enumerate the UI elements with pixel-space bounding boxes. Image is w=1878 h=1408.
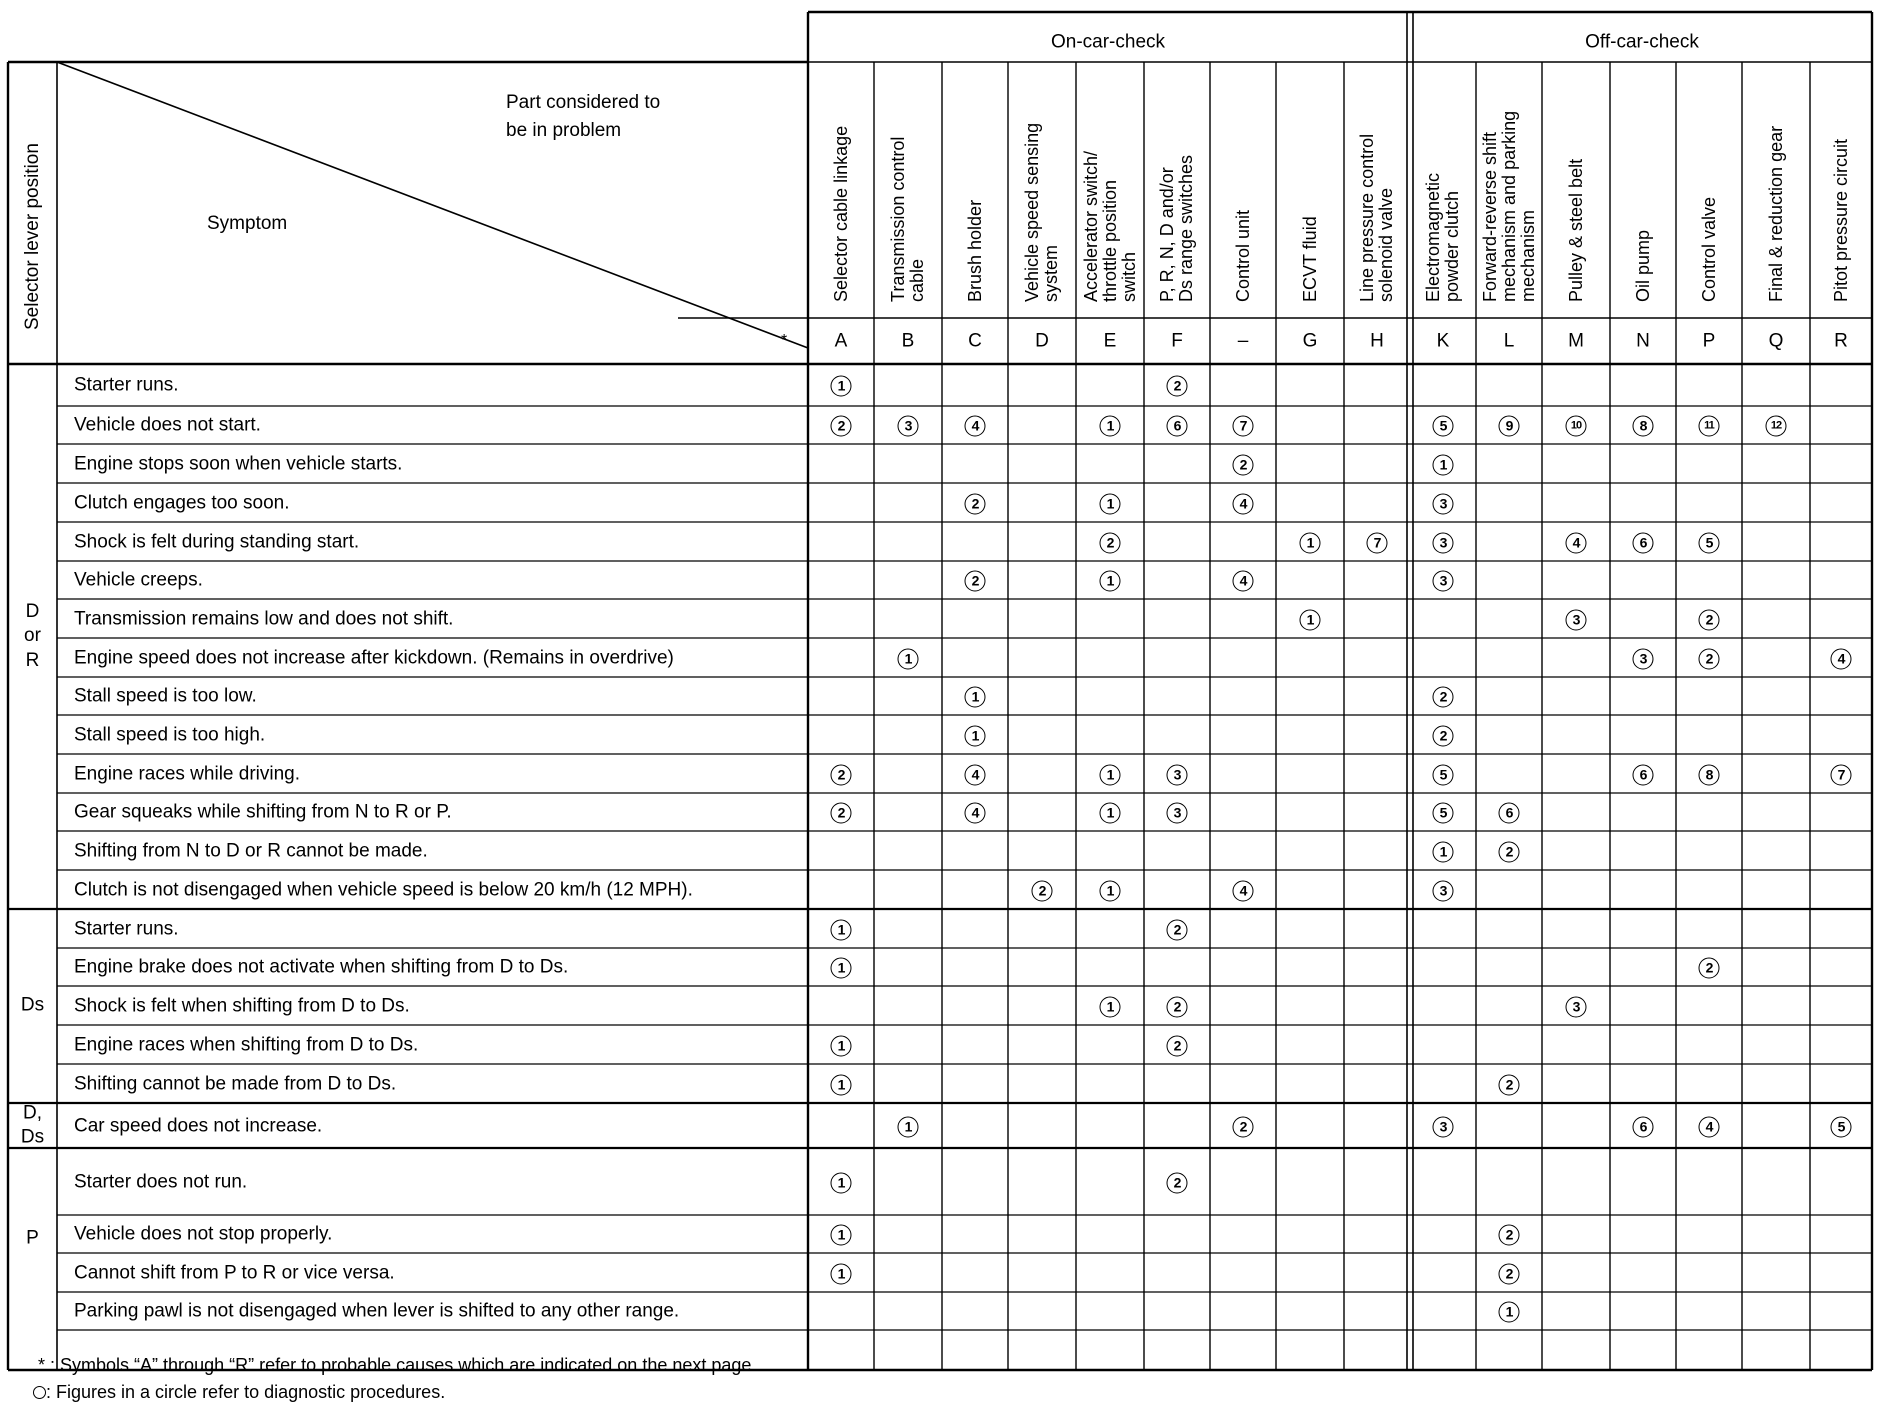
procedure-number-mark: 2	[1699, 609, 1720, 630]
procedure-number-mark: 1	[965, 687, 986, 708]
symptom-text: Engine races when shifting from D to Ds.	[74, 1034, 419, 1055]
procedure-number-mark: 2	[831, 416, 852, 437]
column-header-line: Vehicle speed sensing	[1022, 122, 1042, 302]
procedure-number-mark: 1	[831, 1263, 852, 1284]
procedure-number-mark: 2	[1233, 1116, 1254, 1137]
procedure-number-mark: 3	[1433, 532, 1454, 553]
procedure-number-mark: 5	[1433, 416, 1454, 437]
group-label-line: or	[24, 625, 41, 647]
column-header-line: Electromagnetic	[1423, 172, 1443, 302]
column-code: K	[1436, 330, 1450, 352]
symptom-text: Vehicle does not stop properly.	[74, 1223, 333, 1245]
column-code: N	[1636, 330, 1650, 352]
procedure-number-mark: 1	[1433, 454, 1454, 475]
column-header-line: switch	[1118, 251, 1139, 302]
column-header-line: Final & reduction gear	[1765, 125, 1786, 302]
procedure-number-mark: 2	[1167, 1035, 1188, 1056]
column-code: G	[1302, 330, 1318, 352]
column-header-line: Brush holder	[964, 199, 985, 302]
symptom-text: Car speed does not increase.	[74, 1115, 323, 1136]
procedure-number-mark: 9	[1499, 416, 1520, 437]
procedure-number-mark: 3	[1433, 571, 1454, 592]
procedure-number-mark: 4	[965, 764, 986, 785]
procedure-number-mark: 5	[1699, 532, 1720, 553]
symptom-text: Starter runs.	[74, 918, 179, 939]
column-header-r	[1832, 139, 1851, 302]
selector-position-group-label	[21, 1101, 44, 1150]
procedure-number-mark: 1	[1100, 416, 1121, 437]
procedure-number-mark: 1	[831, 919, 852, 940]
selector-lever-position-heading: Selector lever position	[22, 143, 43, 330]
column-header-line: powder clutch	[1441, 190, 1462, 302]
column-header-k	[1424, 173, 1462, 302]
symptom-text: Shock is felt during standing start.	[74, 531, 360, 552]
procedure-number-mark: 2	[1167, 376, 1188, 397]
procedure-number-mark: 6	[1633, 1116, 1654, 1137]
procedure-number-mark: 2	[1167, 919, 1188, 940]
procedure-number-mark: 3	[1167, 764, 1188, 785]
column-header-q	[1767, 126, 1786, 302]
procedure-number-mark: 1	[831, 1074, 852, 1095]
procedure-number-mark: 3	[1433, 1116, 1454, 1137]
procedure-number-mark: 3	[1633, 648, 1654, 669]
on-car-check-heading: On-car-check	[1050, 31, 1166, 53]
symptom-text: Vehicle does not start.	[74, 414, 261, 436]
symptom-text: Vehicle creeps.	[74, 569, 203, 591]
column-header-line: Accelerator switch/	[1080, 150, 1101, 302]
column-code: B	[901, 330, 915, 352]
symptom-text: Clutch engages too soon.	[74, 492, 290, 513]
procedure-number-mark: 4	[1233, 880, 1254, 901]
procedure-number-mark: 3	[1566, 609, 1587, 630]
symptom-text: Engine speed does not increase after kickdown. (Remains in overdrive)	[74, 647, 674, 668]
column-header-c	[966, 200, 985, 302]
column-header-control-unit	[1234, 210, 1253, 302]
symptom-text: Parking pawl is not disengaged when lever is shifted to any other range.	[74, 1300, 680, 1322]
procedure-number-mark: 1	[1100, 493, 1121, 514]
procedure-number-mark: 2	[1499, 841, 1520, 862]
procedure-number-mark: 7	[1233, 416, 1254, 437]
symptom-text: Shifting from N to D or R cannot be made.	[74, 840, 428, 861]
column-header-line: throttle position	[1099, 179, 1120, 302]
procedure-number-mark: 5	[1433, 764, 1454, 785]
procedure-number-mark: 4	[1233, 571, 1254, 592]
procedure-number-mark: 12	[1766, 416, 1787, 437]
circle-symbol-icon	[33, 1386, 46, 1399]
column-header-m	[1567, 159, 1586, 302]
column-header-line: Pulley & steel belt	[1565, 158, 1586, 302]
procedure-number-mark: 2	[1433, 687, 1454, 708]
procedure-number-mark: 5	[1831, 1116, 1852, 1137]
column-header-line: P, R, N, D and/or	[1157, 167, 1177, 302]
procedure-number-mark: 1	[1300, 532, 1321, 553]
symptom-text: Shifting cannot be made from D to Ds.	[74, 1073, 397, 1094]
procedure-number-mark: 1	[1499, 1302, 1520, 1323]
procedure-number-mark: 2	[1100, 532, 1121, 553]
procedure-number-mark: 11	[1699, 416, 1720, 437]
procedure-number-mark: 3	[1433, 493, 1454, 514]
column-header-line: mechanism and parking	[1498, 110, 1519, 302]
procedure-number-mark: 6	[1167, 416, 1188, 437]
procedure-number-mark: 1	[831, 1225, 852, 1246]
column-header-g	[1301, 216, 1320, 302]
column-header-line: Pitot pressure circuit	[1830, 138, 1851, 302]
symptom-heading: Symptom	[207, 213, 288, 234]
procedure-number-mark: 2	[1167, 1172, 1188, 1193]
procedure-number-mark: 1	[831, 1172, 852, 1193]
procedure-number-mark: 8	[1633, 416, 1654, 437]
procedure-number-mark: 3	[1566, 996, 1587, 1017]
group-label-line: P	[26, 1227, 39, 1249]
off-car-check-heading: Off-car-check	[1585, 31, 1699, 53]
asterisk-marker: *	[781, 332, 788, 349]
column-header-b	[889, 137, 927, 302]
symptom-text: Stall speed is too low.	[74, 685, 257, 707]
procedure-number-mark: 4	[1233, 493, 1254, 514]
column-header-a	[832, 126, 851, 302]
column-header-f	[1158, 155, 1196, 302]
symptom-text: Clutch is not disengaged when vehicle speed is below 20 km/h (12 MPH).	[74, 879, 693, 900]
column-code: M	[1568, 330, 1584, 352]
column-code: C	[968, 330, 982, 352]
symptom-text: Cannot shift from P to R or vice versa.	[74, 1262, 395, 1283]
symptom-text: Engine brake does not activate when shifting from D to Ds.	[74, 956, 569, 978]
procedure-number-mark: 1	[1100, 571, 1121, 592]
procedure-number-mark: 4	[1699, 1116, 1720, 1137]
group-label-line: R	[25, 649, 40, 671]
column-header-line: ECVT fluid	[1299, 216, 1320, 302]
column-code: H	[1370, 330, 1384, 352]
symptom-text: Shock is felt when shifting from D to Ds.	[74, 995, 410, 1016]
column-code: –	[1237, 330, 1249, 352]
procedure-number-mark: 1	[1100, 880, 1121, 901]
procedure-number-mark: 2	[965, 493, 986, 514]
procedure-number-mark: 2	[1499, 1074, 1520, 1095]
procedure-number-mark: 2	[831, 764, 852, 785]
column-header-line: Oil pump	[1632, 229, 1653, 302]
group-label-line: D,	[22, 1101, 42, 1123]
symptom-text: Starter runs.	[74, 374, 179, 396]
column-header-line: Control valve	[1698, 196, 1719, 302]
procedure-number-mark: 1	[965, 725, 986, 746]
procedure-number-mark: 10	[1566, 416, 1587, 437]
procedure-number-mark: 2	[831, 803, 852, 824]
column-code: R	[1834, 330, 1848, 352]
part-considered-heading-line1: Part considered to	[506, 92, 661, 113]
group-label-line: D	[25, 600, 40, 622]
column-code: P	[1702, 330, 1716, 352]
procedure-number-mark: 2	[1699, 958, 1720, 979]
symptom-text: Engine races while driving.	[74, 763, 301, 784]
procedure-number-mark: 2	[1499, 1225, 1520, 1246]
procedure-number-mark: 7	[1831, 764, 1852, 785]
column-code: F	[1171, 330, 1183, 352]
procedure-number-mark: 1	[831, 1035, 852, 1056]
footnote-circles: : Figures in a circle refer to diagnostic procedures.	[33, 1383, 445, 1401]
procedure-number-mark: 1	[1100, 764, 1121, 785]
column-code: L	[1503, 330, 1515, 352]
column-header-line: Selector cable linkage	[830, 125, 851, 302]
column-header-n	[1634, 230, 1653, 302]
procedure-number-mark: 1	[1100, 803, 1121, 824]
procedure-number-mark: 3	[1433, 880, 1454, 901]
procedure-number-mark: 1	[1100, 996, 1121, 1017]
selector-position-group-label	[26, 1227, 39, 1252]
column-header-line: mechanism	[1517, 209, 1538, 302]
procedure-number-mark: 1	[831, 958, 852, 979]
procedure-number-mark: 2	[1433, 725, 1454, 746]
procedure-number-mark: 6	[1633, 532, 1654, 553]
column-code: D	[1035, 330, 1049, 352]
column-code: E	[1103, 330, 1117, 352]
symptom-text: Gear squeaks while shifting from N to R or P.	[74, 801, 452, 823]
symptom-text: Engine stops soon when vehicle starts.	[74, 453, 403, 474]
procedure-number-mark: 2	[1233, 454, 1254, 475]
procedure-number-mark: 2	[965, 571, 986, 592]
procedure-number-mark: 2	[1032, 880, 1053, 901]
procedure-number-mark: 1	[1300, 609, 1321, 630]
selector-position-group-label	[21, 994, 44, 1019]
symptom-text: Stall speed is too high.	[74, 724, 266, 745]
column-header-e	[1082, 151, 1139, 302]
column-header-line: Forward-reverse shift	[1479, 131, 1500, 302]
procedure-number-mark: 1	[1433, 841, 1454, 862]
procedure-number-mark: 2	[1167, 996, 1188, 1017]
column-header-p	[1700, 197, 1719, 302]
symptom-text: Starter does not run.	[74, 1171, 248, 1192]
group-label-line: Ds	[20, 1126, 45, 1148]
procedure-number-mark: 4	[965, 803, 986, 824]
column-header-line: system	[1040, 244, 1061, 302]
column-header-line: Ds range switches	[1175, 154, 1196, 302]
column-header-d	[1023, 123, 1061, 302]
column-header-line: Transmission control	[888, 136, 908, 302]
procedure-number-mark: 7	[1367, 532, 1388, 553]
procedure-number-mark: 3	[898, 416, 919, 437]
procedure-number-mark: 6	[1499, 803, 1520, 824]
column-header-h	[1358, 134, 1396, 302]
procedure-number-mark: 4	[1831, 648, 1852, 669]
column-code: A	[834, 330, 848, 352]
procedure-number-mark: 4	[965, 416, 986, 437]
procedure-number-mark: 4	[1566, 532, 1587, 553]
column-header-line: cable	[906, 258, 927, 302]
procedure-number-mark: 1	[831, 376, 852, 397]
procedure-number-mark: 8	[1699, 764, 1720, 785]
column-code: Q	[1768, 330, 1784, 352]
procedure-number-mark: 1	[898, 648, 919, 669]
column-header-line: Control unit	[1232, 209, 1253, 302]
header-diagonal	[57, 62, 808, 348]
procedure-number-mark: 2	[1499, 1263, 1520, 1284]
column-header-line: Line pressure control	[1357, 133, 1377, 302]
procedure-number-mark: 5	[1433, 803, 1454, 824]
column-header-line: solenoid valve	[1375, 187, 1396, 302]
procedure-number-mark: 2	[1699, 648, 1720, 669]
procedure-number-mark: 3	[1167, 803, 1188, 824]
selector-position-group-label	[24, 599, 41, 673]
group-label-line: Ds	[20, 994, 45, 1016]
procedure-number-mark: 6	[1633, 764, 1654, 785]
footnote-symbols: * : Symbols “A” through “R” refer to probable causes which are indicated on the next page.	[38, 1355, 757, 1375]
procedure-number-mark: 1	[898, 1116, 919, 1137]
column-header-l	[1481, 111, 1538, 302]
symptom-text: Transmission remains low and does not shift.	[74, 608, 454, 629]
part-considered-heading-line2: be in problem	[506, 120, 622, 141]
